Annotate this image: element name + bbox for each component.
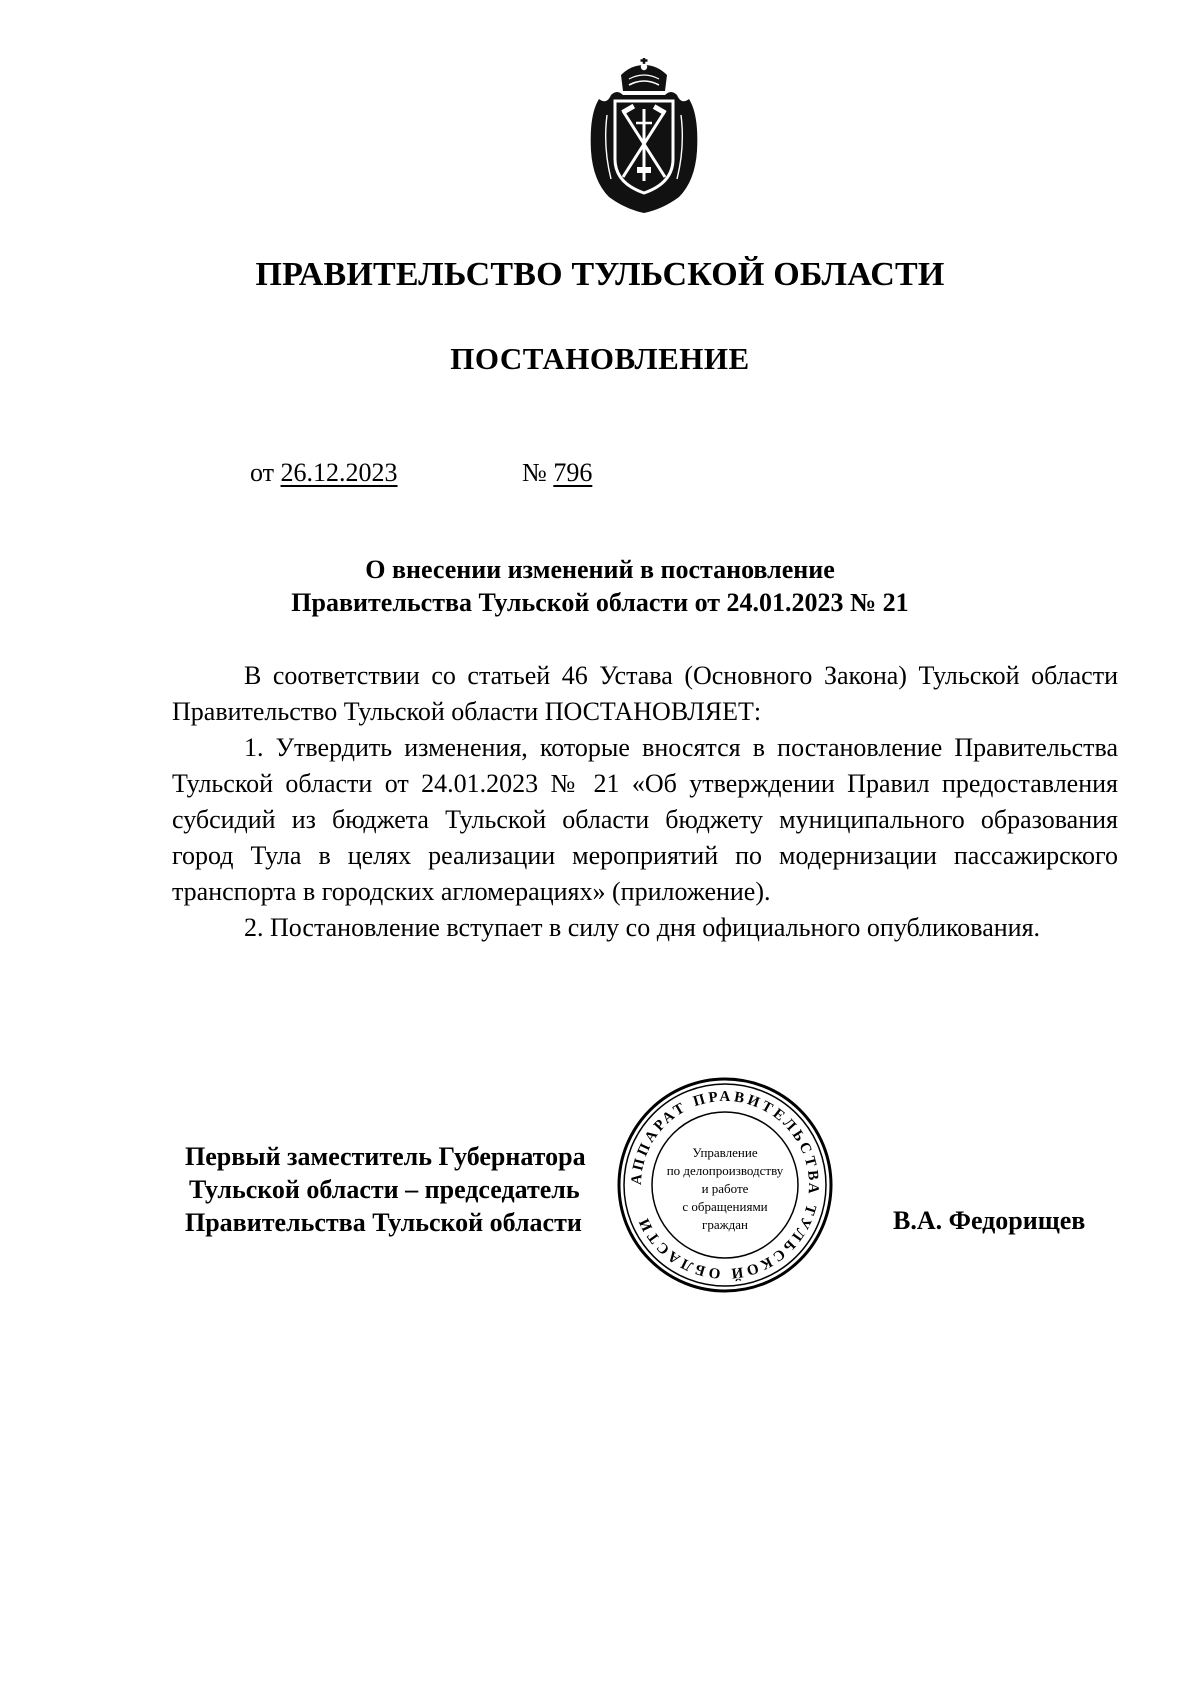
stamp-center-line-5: граждан xyxy=(702,1217,748,1232)
signatory-title-line-3: Правительства Тульской области xyxy=(185,1208,582,1237)
organization-title: ПРАВИТЕЛЬСТВО ТУЛЬСКОЙ ОБЛАСТИ xyxy=(255,256,945,293)
stamp-center-line-1: Управление xyxy=(692,1145,758,1160)
document-body xyxy=(172,658,1118,946)
coat-of-arms-icon xyxy=(585,55,703,215)
stamp-center-line-4: с обращениями xyxy=(682,1199,768,1214)
document-subject xyxy=(0,553,1200,619)
date-prefix: от xyxy=(250,458,275,487)
stamp-ring-text: АППАРАТ ПРАВИТЕЛЬСТВА ТУЛЬСКОЙ ОБЛАСТИ xyxy=(628,1088,822,1282)
preamble-paragraph: В соответствии со статьей 46 Устава (Основного Закона) Тульской области Правительство Тульской области ПОСТАНОВЛЯЕТ: xyxy=(172,661,1118,726)
document-type: ПОСТАНОВЛЕНИЕ xyxy=(450,341,750,376)
signatory-name: В.А. Федорищев xyxy=(893,1206,1086,1235)
item-2-paragraph: 2. Постановление вступает в силу со дня официального опубликования. xyxy=(244,913,1041,942)
date-number-line xyxy=(250,458,593,488)
document-number: 796 xyxy=(553,458,593,487)
item-1-paragraph: 1. Утвердить изменения, которые вносятся в постановление Правительства Тульской области от 24.01.2023 № 21 «Об утверждении Правил предоставления субсидий из бюджета Тульской области бюджету муниципального образования город Тула в целях реализации мероприятий по модернизации пассажирского транспорта в городских агломерациях» (приложение). xyxy=(172,733,1118,906)
subject-line-1: О внесении изменений в постановление xyxy=(365,555,835,584)
stamp-center-line-3: и работе xyxy=(701,1181,749,1196)
document-number-block xyxy=(522,458,592,488)
number-prefix: № xyxy=(522,458,547,487)
document-date: 26.12.2023 xyxy=(280,458,398,487)
signatory-title-line-2: Тульской области – председатель xyxy=(189,1175,580,1204)
signatory-title xyxy=(185,1140,586,1239)
stamp-center-line-2: по делопроизводству xyxy=(666,1163,784,1178)
signatory-title-line-1: Первый заместитель Губернатора xyxy=(185,1142,586,1171)
subject-line-2: Правительства Тульской области от 24.01.2023 № 21 xyxy=(291,588,909,617)
official-stamp xyxy=(615,1075,835,1295)
